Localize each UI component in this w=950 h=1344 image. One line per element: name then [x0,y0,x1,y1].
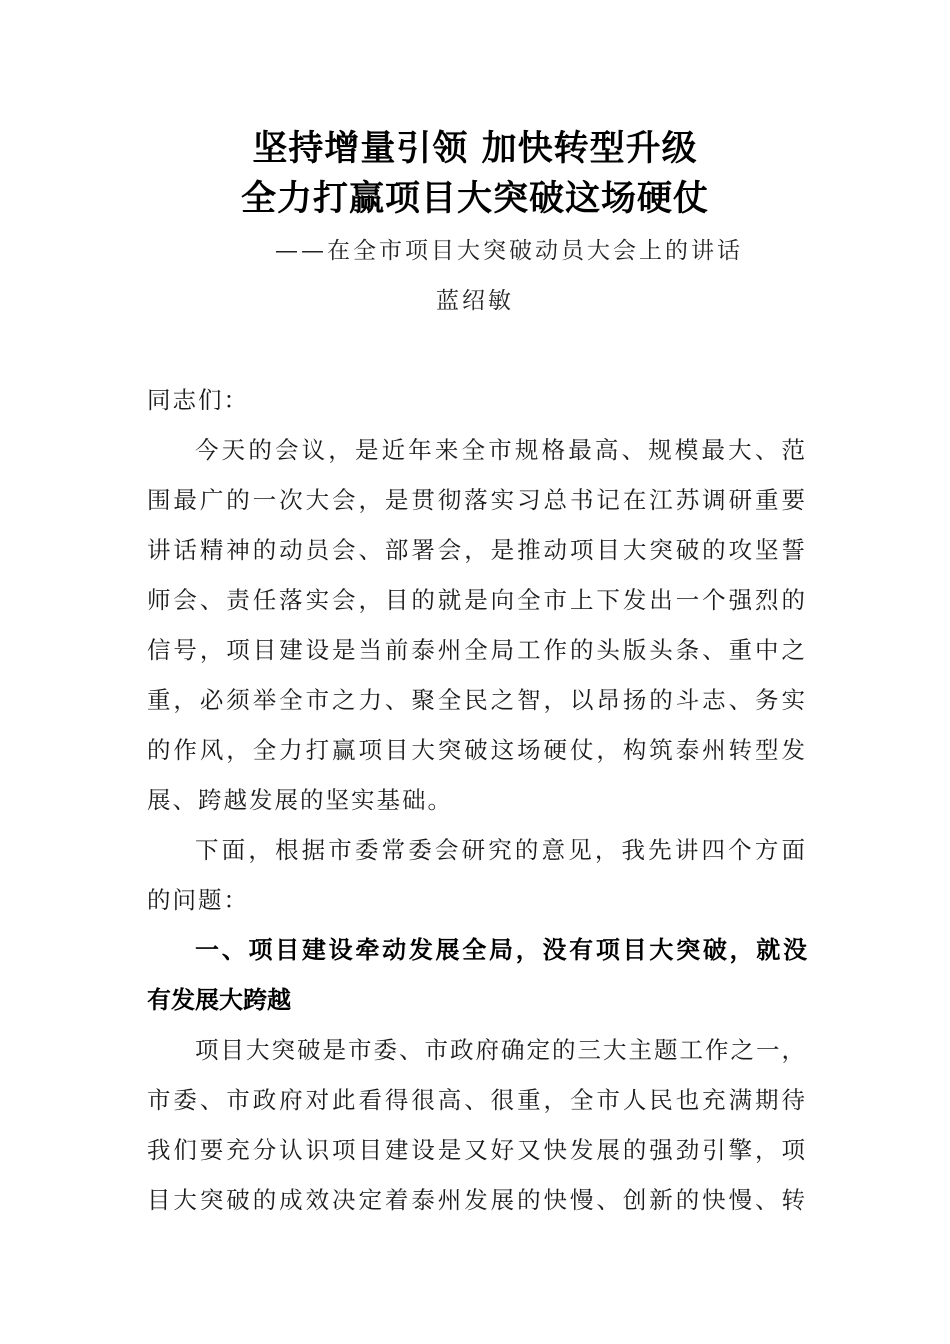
section-1-heading-line-1: 一、项目建设牵动发展全局，没有项目大突破，就没 [195,936,807,964]
paragraph-3-line-2: 市委、市政府对此看得很高、很重，全市人民也充满期待 [147,1086,807,1114]
paragraph-2-line-2: 的问题： [147,886,249,914]
paragraph-1-line-3: 讲话精神的动员会、部署会，是推动项目大突破的攻坚誓 [147,536,807,564]
title-line-1: 坚持增量引领 加快转型升级 [252,129,698,169]
paragraph-1-line-4: 师会、责任落实会，目的就是向全市上下发出一个强烈的 [147,586,807,614]
subtitle: ——在全市项目大突破动员大会上的讲话 [275,238,743,264]
author-name: 蓝绍敏 [436,288,514,314]
title-line-2: 全力打赢项目大突破这场硬仗 [240,179,709,219]
paragraph-1-line-1: 今天的会议，是近年来全市规格最高、规模最大、范 [195,436,807,464]
paragraph-1-line-5: 信号，项目建设是当前泰州全局工作的头版头条、重中之 [147,636,807,664]
paragraph-3-line-1: 项目大突破是市委、市政府确定的三大主题工作之一， [195,1036,807,1064]
paragraph-2-line-1: 下面，根据市委常委会研究的意见，我先讲四个方面 [195,836,807,864]
paragraph-1-line-6: 重，必须举全市之力、聚全民之智，以昂扬的斗志、务实 [147,686,807,714]
salutation: 同志们： [147,386,249,414]
paragraph-3-line-4: 目大突破的成效决定着泰州发展的快慢、创新的快慢、转 [147,1186,807,1214]
paragraph-1-line-2: 围最广的一次大会，是贯彻落实习总书记在江苏调研重要 [147,486,807,514]
paragraph-3-line-3: 我们要充分认识项目建设是又好又快发展的强劲引擎，项 [147,1136,807,1164]
section-1-heading-line-2: 有发展大跨越 [147,986,291,1014]
paragraph-1-line-8: 展、跨越发展的坚实基础。 [147,786,453,814]
paragraph-1-line-7: 的作风，全力打赢项目大突破这场硬仗，构筑泰州转型发 [147,736,807,764]
